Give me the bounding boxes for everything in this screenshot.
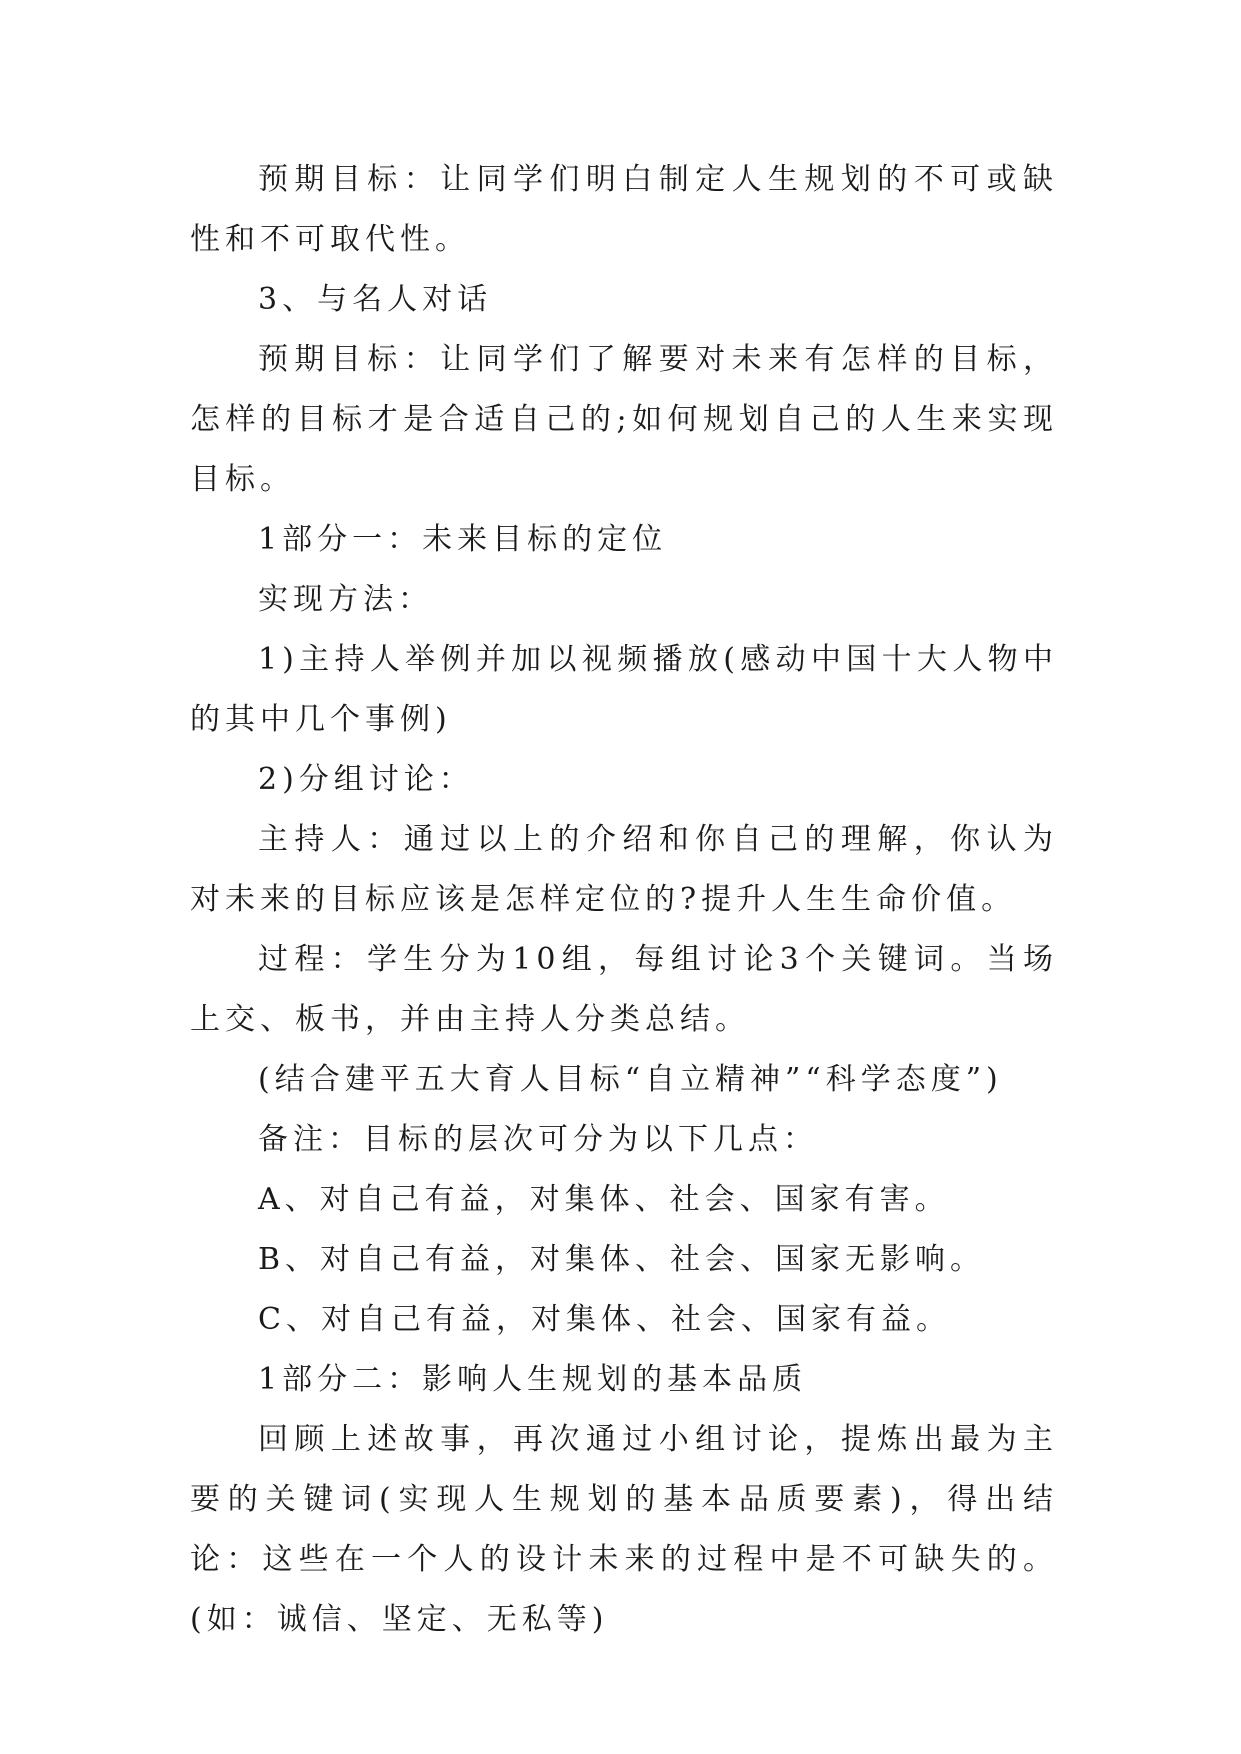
list-item-a: A、对自己有益，对集体、社会、国家有害。 [258, 1182, 950, 1217]
list-item-c: C、对自己有益，对集体、社会、国家有益。 [258, 1302, 951, 1337]
method-item-1: 1)主持人举例并加以视频播放(感动中国十大人物中的其中几个事例) [190, 642, 1058, 737]
process-paragraph: 过程：学生分为10组，每组讨论3个关键词。当场上交、板书，并由主持人分类总结。 [190, 942, 1058, 1037]
paragraph-goal-1: 预期目标：让同学们明白制定人生规划的不可或缺性和不可取代性。 [190, 162, 1058, 257]
document-body [190, 150, 1058, 1650]
section-heading-3: 3、与名人对话 [258, 282, 493, 317]
review-paragraph: 回顾上述故事，再次通过小组讨论，提炼出最为主要的关键词(实现人生规划的基本品质要素)，得出结论：这些在一个人的设计未来的过程中是不可缺失的。(如：诚信、坚定、无私等) [190, 1422, 1058, 1637]
combined-goals-note: (结合建平五大育人目标“自立精神”“科学态度”) [258, 1062, 1003, 1097]
paragraph-goal-2: 预期目标：让同学们了解要对未来有怎样的目标，怎样的目标才是合适自己的;如何规划自己的人生来实现目标。 [190, 342, 1058, 497]
method-label: 实现方法： [258, 582, 433, 617]
host-question: 主持人：通过以上的介绍和你自己的理解，你认为对未来的目标应该是怎样定位的?提升人生生命价值。 [190, 822, 1058, 917]
part-two-heading: 1部分二：影响人生规划的基本品质 [258, 1362, 808, 1397]
part-one-heading: 1部分一：未来目标的定位 [258, 522, 668, 557]
method-item-2: 2)分组讨论： [258, 762, 474, 797]
list-item-b: B、对自己有益，对集体、社会、国家无影响。 [258, 1242, 986, 1277]
remarks-heading: 备注：目标的层次可分为以下几点： [258, 1122, 818, 1157]
